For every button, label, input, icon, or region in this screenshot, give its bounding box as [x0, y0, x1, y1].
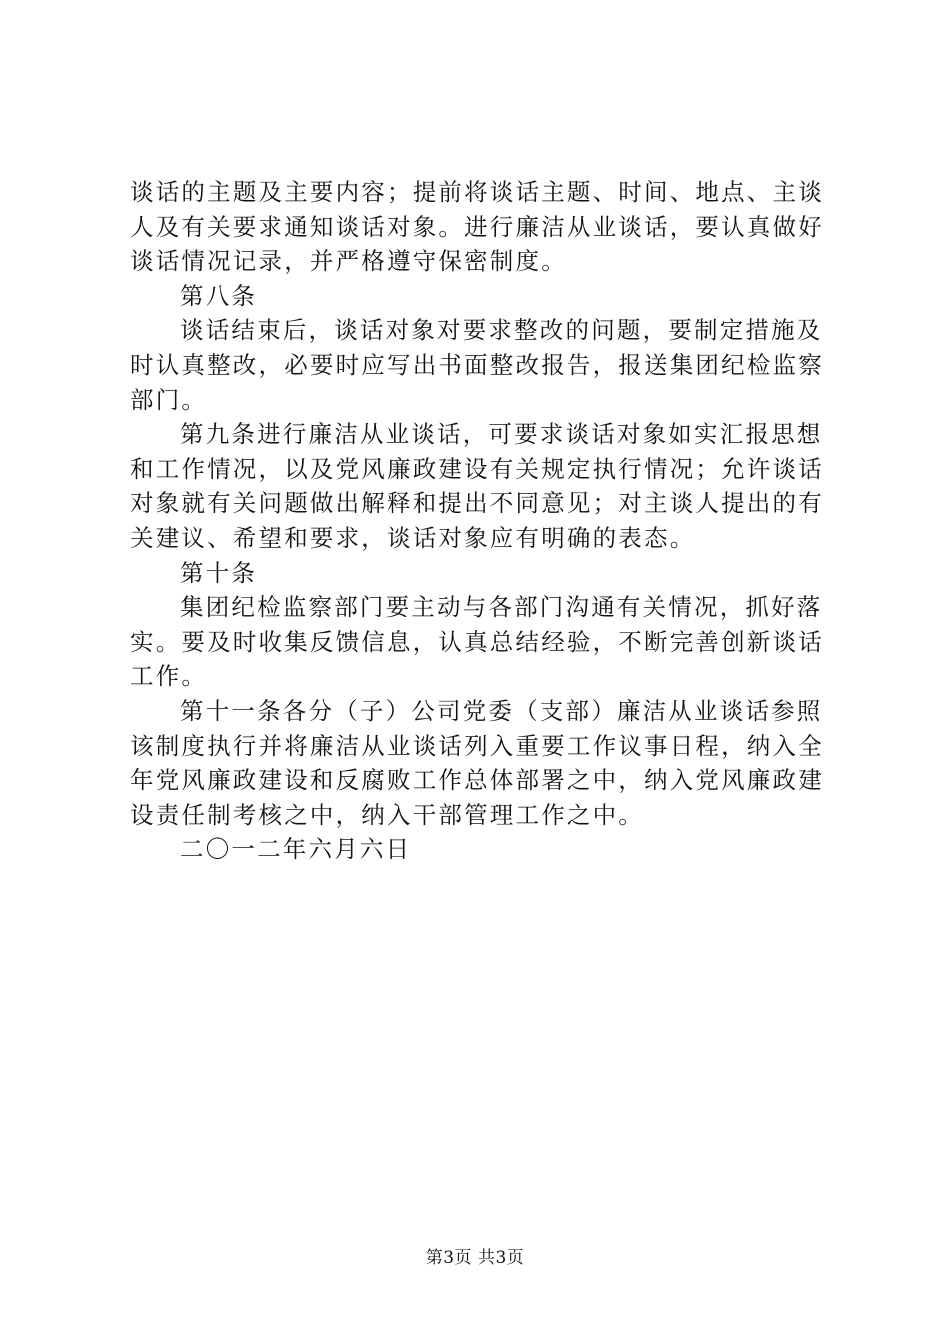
text-line: 关建议、希望和要求，谈话对象应有明确的表态。	[130, 523, 696, 552]
text-line: 工作。	[130, 662, 208, 691]
text-line: 该制度执行并将廉洁从业谈话列入重要工作议事日程，纳入全	[130, 731, 824, 760]
document-date: 二〇一二年六月六日	[180, 835, 412, 864]
text-line: 谈话结束后，谈话对象对要求整改的问题，要制定措施及	[180, 316, 823, 345]
article-heading: 第八条	[180, 281, 258, 310]
text-line: 和工作情况，以及党风廉政建设有关规定执行情况；允许谈话	[130, 454, 824, 483]
text-line: 谈话情况记录，并严格遵守保密制度。	[130, 247, 567, 276]
text-line: 第十一条各分（子）公司党委（支部）廉洁从业谈话参照	[180, 696, 823, 725]
text-line: 对象就有关问题做出解释和提出不同意见；对主谈人提出的有	[130, 489, 824, 518]
text-line: 实。要及时收集反馈信息，认真总结经验，不断完善创新谈话	[130, 627, 824, 656]
text-line: 年党风廉政建设和反腐败工作总体部署之中，纳入党风廉政建	[130, 766, 824, 795]
text-line: 设责任制考核之中，纳入干部管理工作之中。	[130, 800, 644, 829]
text-line: 人及有关要求通知谈话对象。进行廉洁从业谈话，要认真做好	[130, 212, 824, 241]
article-heading: 第十条	[180, 558, 258, 587]
text-line: 第九条进行廉洁从业谈话，可要求谈话对象如实汇报思想	[180, 420, 823, 449]
text-line: 部门。	[130, 385, 208, 414]
document-body	[130, 175, 830, 867]
text-line: 集团纪检监察部门要主动与各部门沟通有关情况，抓好落	[180, 593, 823, 622]
text-line: 时认真整改，必要时应写出书面整改报告，报送集团纪检监察	[130, 350, 824, 379]
page-number: 第3页 共3页	[425, 1248, 525, 1268]
text-line: 谈话的主题及主要内容；提前将谈话主题、时间、地点、主谈	[130, 178, 824, 206]
